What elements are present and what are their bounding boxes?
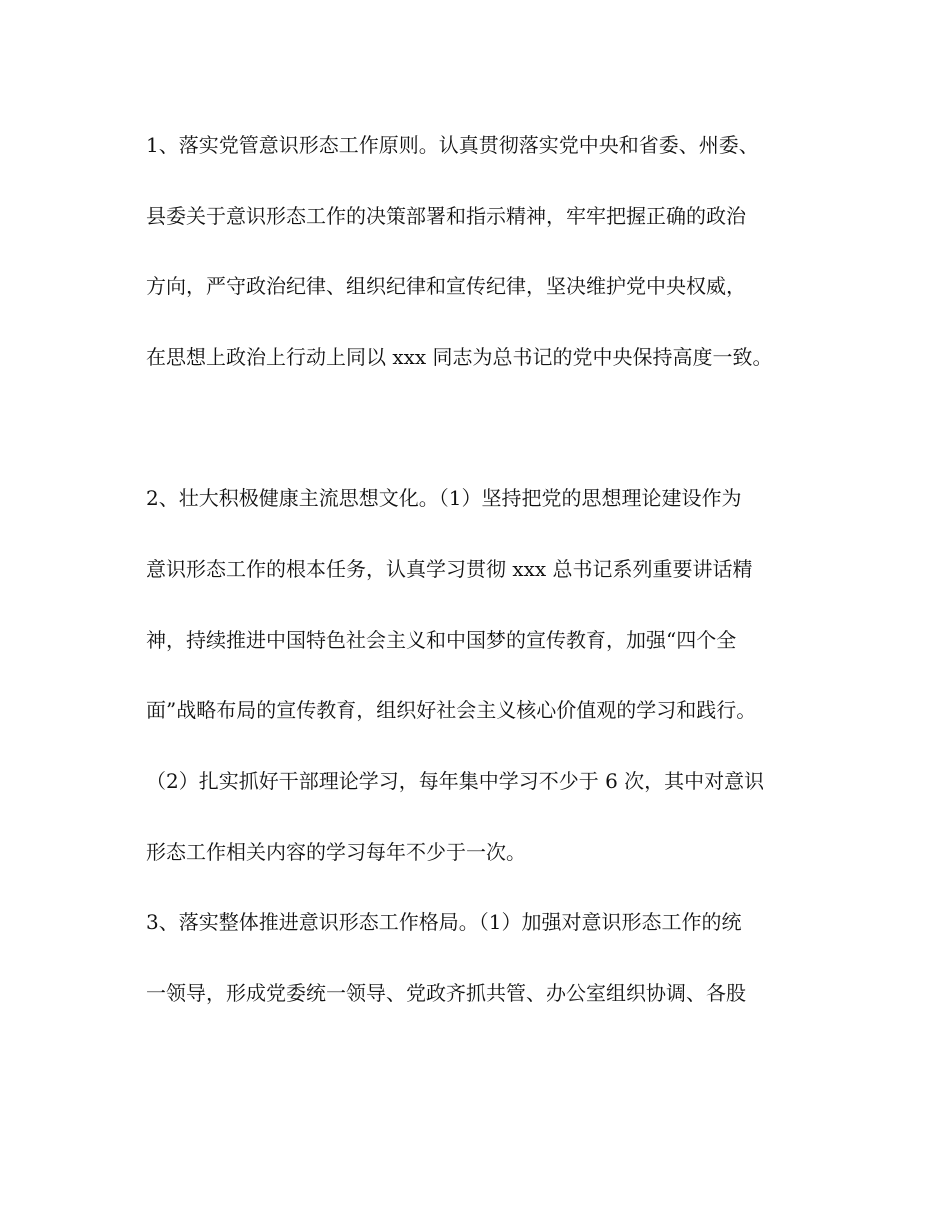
paragraph-2-line-1: 2、壮大积极健康主流思想文化。（1）坚持把党的思想理论建设作为 — [146, 486, 742, 510]
paragraph-1-line-4: 在思想上政治上行动上同以 xxx 同志为总书记的党中央保持高度一致。 — [146, 345, 773, 369]
paragraph-3-line-1: 3、落实整体推进意识形态工作格局。（1）加强对意识形态工作的统 — [146, 910, 742, 934]
paragraph-2-line-3: 神，持续推进中国特色社会主义和中国梦的宣传教育，加强“四个全 — [146, 628, 737, 652]
paragraph-2-line-5: （2）扎实抓好干部理论学习，每年集中学习不少于 6 次，其中对意识 — [146, 769, 765, 793]
paragraph-2-line-4: 面”战略布局的宣传教育，组织好社会主义核心价值观的学习和践行。 — [146, 698, 757, 722]
paragraph-2-line-2: 意识形态工作的根本任务，认真学习贯彻 xxx 总书记系列重要讲话精 — [146, 557, 753, 581]
paragraph-1-line-2: 县委关于意识形态工作的决策部署和指示精神，牢牢把握正确的政治 — [146, 204, 746, 228]
paragraph-3-line-2: 一领导，形成党委统一领导、党政齐抓共管、办公室组织协调、各股 — [146, 981, 746, 1005]
paragraph-1-line-1: 1、落实党管意识形态工作原则。认真贯彻落实党中央和省委、州委、 — [146, 133, 759, 157]
paragraph-1-line-3: 方向，严守政治纪律、组织纪律和宣传纪律，坚决维护党中央权威， — [146, 274, 746, 298]
paragraph-2-line-6: 形态工作相关内容的学习每年不少于一次。 — [146, 840, 526, 864]
